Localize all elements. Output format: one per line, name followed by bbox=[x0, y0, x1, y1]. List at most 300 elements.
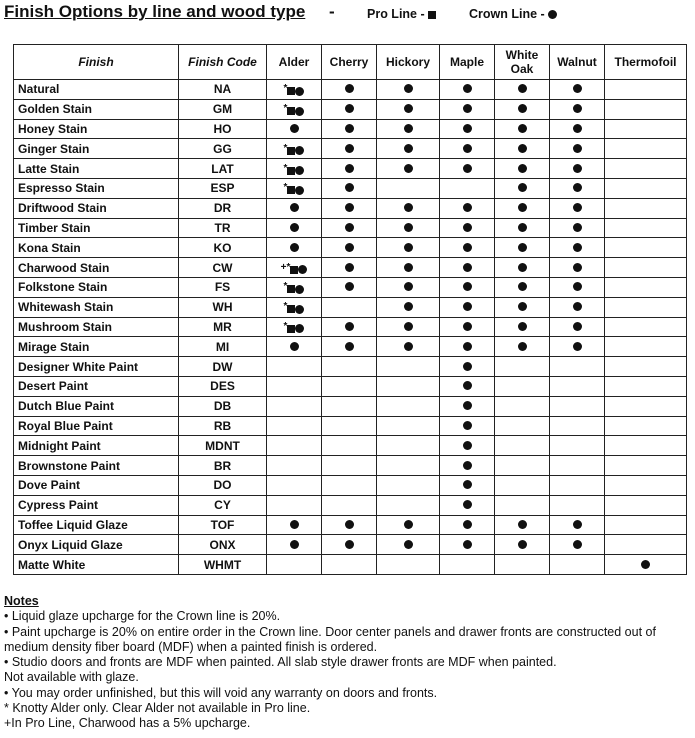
availability-cell bbox=[605, 218, 687, 238]
finish-code-cell: MI bbox=[179, 337, 267, 357]
finish-name-cell: Natural bbox=[14, 80, 179, 100]
availability-mark bbox=[573, 263, 582, 272]
availability-cell bbox=[550, 416, 605, 436]
finish-name-cell: Dove Paint bbox=[14, 475, 179, 495]
crown-line-circle-icon bbox=[573, 540, 582, 549]
availability-cell bbox=[377, 198, 440, 218]
crown-line-circle-icon bbox=[573, 263, 582, 272]
availability-cell bbox=[267, 258, 322, 278]
availability-mark bbox=[283, 103, 305, 116]
availability-mark bbox=[463, 540, 472, 549]
availability-cell bbox=[377, 317, 440, 337]
crown-line-circle-icon bbox=[290, 223, 299, 232]
table-row bbox=[14, 535, 687, 555]
availability-cell bbox=[322, 198, 377, 218]
availability-mark bbox=[290, 540, 299, 549]
availability-mark bbox=[404, 243, 413, 252]
availability-cell bbox=[605, 357, 687, 377]
availability-cell bbox=[605, 238, 687, 258]
availability-mark bbox=[463, 401, 472, 410]
availability-mark bbox=[518, 84, 527, 93]
asterisk-mark: * bbox=[283, 301, 288, 313]
availability-cell bbox=[440, 178, 495, 198]
availability-cell bbox=[322, 238, 377, 258]
availability-cell bbox=[550, 396, 605, 416]
availability-cell bbox=[440, 159, 495, 179]
availability-mark bbox=[463, 500, 472, 509]
availability-mark bbox=[404, 124, 413, 133]
crown-line-circle-icon bbox=[518, 263, 527, 272]
availability-cell bbox=[267, 396, 322, 416]
availability-cell bbox=[550, 357, 605, 377]
availability-cell bbox=[377, 99, 440, 119]
crown-line-circle-icon bbox=[463, 540, 472, 549]
availability-mark bbox=[345, 203, 354, 212]
crown-line-circle-icon bbox=[345, 243, 354, 252]
availability-mark bbox=[463, 243, 472, 252]
availability-cell bbox=[550, 337, 605, 357]
availability-mark bbox=[573, 243, 582, 252]
availability-cell bbox=[440, 337, 495, 357]
crown-line-circle-icon bbox=[518, 520, 527, 529]
availability-cell bbox=[550, 198, 605, 218]
availability-cell bbox=[495, 416, 550, 436]
availability-cell bbox=[605, 396, 687, 416]
column-header: Alder bbox=[267, 45, 322, 80]
crown-line-circle-icon bbox=[290, 124, 299, 133]
availability-cell bbox=[440, 119, 495, 139]
availability-cell bbox=[440, 436, 495, 456]
table-row bbox=[14, 337, 687, 357]
availability-cell bbox=[267, 178, 322, 198]
availability-cell bbox=[605, 99, 687, 119]
pro-line-square-icon bbox=[287, 107, 295, 115]
table-row bbox=[14, 178, 687, 198]
crown-line-circle-icon bbox=[518, 104, 527, 113]
availability-cell bbox=[440, 515, 495, 535]
crown-line-circle-icon bbox=[573, 104, 582, 113]
availability-cell bbox=[322, 475, 377, 495]
availability-mark bbox=[345, 263, 354, 272]
finish-name-cell: Honey Stain bbox=[14, 119, 179, 139]
finish-code-cell: GG bbox=[179, 139, 267, 159]
column-header: Finish bbox=[14, 45, 179, 80]
availability-cell bbox=[550, 475, 605, 495]
crown-line-circle-icon bbox=[404, 84, 413, 93]
crown-line-circle-icon bbox=[404, 342, 413, 351]
pro-line-square-icon bbox=[287, 167, 295, 175]
finish-name-cell: Charwood Stain bbox=[14, 258, 179, 278]
table-row bbox=[14, 317, 687, 337]
asterisk-mark: * bbox=[286, 261, 291, 273]
asterisk-mark: * bbox=[283, 103, 288, 115]
finish-code-cell: NA bbox=[179, 80, 267, 100]
availability-cell bbox=[322, 297, 377, 317]
crown-line-circle-icon bbox=[404, 322, 413, 331]
crown-line-circle-icon bbox=[290, 243, 299, 252]
notes-list bbox=[4, 609, 690, 731]
availability-cell bbox=[605, 475, 687, 495]
availability-cell bbox=[377, 376, 440, 396]
title-dash: - bbox=[329, 2, 335, 21]
finish-name-cell: Folkstone Stain bbox=[14, 277, 179, 297]
availability-mark bbox=[463, 342, 472, 351]
availability-cell bbox=[377, 416, 440, 436]
availability-cell bbox=[322, 119, 377, 139]
availability-mark bbox=[463, 203, 472, 212]
crown-line-circle-icon bbox=[573, 302, 582, 311]
page-title: Finish Options by line and wood type bbox=[4, 2, 306, 21]
asterisk-mark: * bbox=[283, 162, 288, 174]
availability-mark bbox=[404, 84, 413, 93]
crown-line-circle-icon bbox=[518, 183, 527, 192]
availability-cell bbox=[605, 159, 687, 179]
crown-line-circle-icon bbox=[404, 302, 413, 311]
availability-cell bbox=[377, 555, 440, 575]
column-header: Cherry bbox=[322, 45, 377, 80]
note-line: medium density fiber board (MDF) when a painted finish is ordered. bbox=[4, 639, 378, 654]
crown-line-circle-icon bbox=[463, 302, 472, 311]
availability-cell bbox=[440, 376, 495, 396]
availability-mark bbox=[283, 182, 305, 195]
availability-mark bbox=[518, 263, 527, 272]
availability-mark bbox=[573, 144, 582, 153]
availability-cell bbox=[267, 456, 322, 476]
crown-line-circle-icon bbox=[463, 263, 472, 272]
availability-mark bbox=[573, 322, 582, 331]
availability-cell bbox=[322, 535, 377, 555]
availability-cell bbox=[550, 159, 605, 179]
availability-cell bbox=[440, 495, 495, 515]
crown-line-circle-icon bbox=[295, 87, 304, 96]
crown-line-circle-icon bbox=[518, 282, 527, 291]
availability-cell bbox=[550, 317, 605, 337]
availability-cell bbox=[377, 277, 440, 297]
availability-cell bbox=[440, 99, 495, 119]
availability-cell bbox=[550, 238, 605, 258]
crown-line-circle-icon bbox=[641, 560, 650, 569]
availability-cell bbox=[322, 99, 377, 119]
availability-cell bbox=[440, 139, 495, 159]
availability-mark bbox=[404, 520, 413, 529]
availability-cell bbox=[440, 80, 495, 100]
availability-mark bbox=[518, 104, 527, 113]
crown-line-circle-icon bbox=[463, 203, 472, 212]
availability-mark bbox=[573, 104, 582, 113]
availability-mark bbox=[283, 301, 305, 314]
availability-cell bbox=[550, 218, 605, 238]
availability-cell bbox=[267, 416, 322, 436]
availability-mark bbox=[641, 560, 650, 569]
crown-line-circle-icon bbox=[518, 124, 527, 133]
table-row bbox=[14, 495, 687, 515]
availability-cell bbox=[377, 139, 440, 159]
crown-line-circle-icon bbox=[345, 263, 354, 272]
availability-cell bbox=[605, 297, 687, 317]
crown-line-circle-icon bbox=[290, 540, 299, 549]
note-line: * Knotty Alder only. Clear Alder not available in Pro line. bbox=[4, 701, 311, 716]
asterisk-mark: * bbox=[283, 320, 288, 332]
asterisk-mark: * bbox=[283, 142, 288, 154]
availability-cell bbox=[267, 317, 322, 337]
availability-cell bbox=[377, 535, 440, 555]
crown-line-circle-icon bbox=[295, 285, 304, 294]
availability-mark bbox=[404, 203, 413, 212]
availability-mark bbox=[283, 83, 305, 96]
crown-line-circle-icon bbox=[295, 324, 304, 333]
availability-cell bbox=[322, 416, 377, 436]
availability-cell bbox=[495, 456, 550, 476]
pro-line-square-icon bbox=[287, 285, 295, 293]
column-header: Thermofoil bbox=[605, 45, 687, 80]
note-line: • You may order unfinished, but this will void any warranty on doors and fronts. bbox=[4, 685, 438, 700]
availability-mark bbox=[290, 342, 299, 351]
crown-line-circle-icon bbox=[345, 164, 354, 173]
table-row bbox=[14, 218, 687, 238]
availability-mark bbox=[518, 203, 527, 212]
pro-line-square-icon bbox=[287, 305, 295, 313]
crown-line-circle-icon bbox=[573, 124, 582, 133]
availability-cell bbox=[267, 218, 322, 238]
availability-mark bbox=[463, 302, 472, 311]
availability-cell bbox=[267, 238, 322, 258]
availability-mark bbox=[463, 263, 472, 272]
availability-mark bbox=[290, 124, 299, 133]
crown-line-circle-icon bbox=[290, 203, 299, 212]
finish-code-cell: LAT bbox=[179, 159, 267, 179]
availability-cell bbox=[550, 456, 605, 476]
availability-cell bbox=[495, 495, 550, 515]
crown-line-circle-icon bbox=[295, 305, 304, 314]
availability-mark bbox=[518, 540, 527, 549]
finish-code-cell: DR bbox=[179, 198, 267, 218]
table-row bbox=[14, 119, 687, 139]
availability-cell bbox=[605, 535, 687, 555]
availability-mark bbox=[283, 320, 305, 334]
crown-line-circle-icon bbox=[290, 342, 299, 351]
crown-line-circle-icon bbox=[573, 84, 582, 93]
crown-line-circle-icon bbox=[518, 540, 527, 549]
finish-name-cell: Espresso Stain bbox=[14, 178, 179, 198]
availability-cell bbox=[495, 357, 550, 377]
crown-line-circle-icon bbox=[573, 342, 582, 351]
availability-cell bbox=[322, 337, 377, 357]
table-row bbox=[14, 297, 687, 317]
crown-line-circle-icon bbox=[463, 144, 472, 153]
availability-mark bbox=[463, 441, 472, 450]
availability-cell bbox=[267, 277, 322, 297]
finish-code-cell: TR bbox=[179, 218, 267, 238]
availability-mark bbox=[463, 84, 472, 93]
crown-line-circle-icon bbox=[463, 461, 472, 470]
crown-line-circle-icon bbox=[345, 144, 354, 153]
crown-line-circle-icon bbox=[404, 144, 413, 153]
table-row bbox=[14, 396, 687, 416]
availability-cell bbox=[550, 297, 605, 317]
table-row bbox=[14, 416, 687, 436]
availability-cell bbox=[550, 178, 605, 198]
availability-mark bbox=[404, 223, 413, 232]
availability-cell bbox=[550, 555, 605, 575]
availability-cell bbox=[440, 277, 495, 297]
availability-cell bbox=[267, 337, 322, 357]
availability-cell bbox=[550, 139, 605, 159]
crown-line-circle-icon bbox=[518, 342, 527, 351]
availability-mark bbox=[463, 480, 472, 489]
availability-mark bbox=[345, 342, 354, 351]
availability-cell bbox=[377, 436, 440, 456]
availability-cell bbox=[267, 436, 322, 456]
availability-mark bbox=[518, 520, 527, 529]
availability-cell bbox=[495, 178, 550, 198]
availability-cell bbox=[322, 139, 377, 159]
availability-mark bbox=[404, 164, 413, 173]
availability-cell bbox=[322, 456, 377, 476]
availability-mark bbox=[463, 322, 472, 331]
crown-line-circle-icon bbox=[573, 282, 582, 291]
crown-line-circle-icon bbox=[518, 223, 527, 232]
crown-line-circle-icon bbox=[573, 144, 582, 153]
finish-code-cell: KO bbox=[179, 238, 267, 258]
circle-icon bbox=[548, 10, 557, 19]
crown-line-circle-icon bbox=[404, 124, 413, 133]
table-row bbox=[14, 376, 687, 396]
crown-line-circle-icon bbox=[404, 520, 413, 529]
availability-cell bbox=[377, 515, 440, 535]
availability-mark bbox=[404, 342, 413, 351]
note-line: • Paint upcharge is 20% on entire order in the Crown line. Door center panels and drawer fronts are constructed out of bbox=[4, 624, 656, 639]
crown-line-circle-icon bbox=[463, 282, 472, 291]
asterisk-mark: * bbox=[283, 182, 288, 194]
availability-mark bbox=[345, 144, 354, 153]
crown-line-circle-icon bbox=[295, 107, 304, 116]
note-line: Not available with glaze. bbox=[4, 670, 139, 685]
availability-cell bbox=[550, 277, 605, 297]
availability-cell bbox=[267, 80, 322, 100]
availability-cell bbox=[605, 317, 687, 337]
finish-name-cell: Onyx Liquid Glaze bbox=[14, 535, 179, 555]
note-line: +In Pro Line, Charwood has a 5% upcharge. bbox=[4, 716, 251, 731]
availability-cell bbox=[495, 337, 550, 357]
crown-line-circle-icon bbox=[463, 401, 472, 410]
finish-code-cell: MR bbox=[179, 317, 267, 337]
availability-cell bbox=[267, 99, 322, 119]
availability-cell bbox=[267, 535, 322, 555]
availability-cell bbox=[605, 376, 687, 396]
availability-cell bbox=[267, 139, 322, 159]
availability-cell bbox=[267, 495, 322, 515]
availability-cell bbox=[440, 456, 495, 476]
note-line: • Studio doors and fronts are MDF when painted. All slab style drawer fronts are MDF when painted. bbox=[4, 655, 557, 670]
availability-mark bbox=[518, 164, 527, 173]
column-header: Maple bbox=[440, 45, 495, 80]
column-header: Hickory bbox=[377, 45, 440, 80]
finish-code-cell: CY bbox=[179, 495, 267, 515]
finish-name-cell: Whitewash Stain bbox=[14, 297, 179, 317]
availability-cell bbox=[377, 456, 440, 476]
availability-mark bbox=[573, 540, 582, 549]
availability-mark bbox=[345, 540, 354, 549]
availability-cell bbox=[550, 376, 605, 396]
table-row bbox=[14, 456, 687, 476]
crown-line-circle-icon bbox=[573, 322, 582, 331]
availability-mark bbox=[345, 84, 354, 93]
note-line: • Liquid glaze upcharge for the Crown line is 20%. bbox=[4, 609, 281, 624]
pro-line-square-icon bbox=[287, 186, 295, 194]
availability-mark bbox=[573, 203, 582, 212]
asterisk-mark: * bbox=[283, 83, 288, 95]
availability-cell bbox=[377, 495, 440, 515]
availability-cell bbox=[377, 357, 440, 377]
availability-mark bbox=[573, 282, 582, 291]
availability-cell bbox=[495, 475, 550, 495]
availability-cell bbox=[267, 357, 322, 377]
availability-mark bbox=[290, 223, 299, 232]
availability-cell bbox=[322, 396, 377, 416]
availability-mark bbox=[573, 520, 582, 529]
finish-code-cell: DES bbox=[179, 376, 267, 396]
pro-line-legend bbox=[367, 7, 436, 21]
availability-mark bbox=[404, 540, 413, 549]
finish-code-cell: TOF bbox=[179, 515, 267, 535]
availability-mark bbox=[404, 302, 413, 311]
crown-line-circle-icon bbox=[573, 203, 582, 212]
availability-cell bbox=[495, 159, 550, 179]
finish-code-cell: BR bbox=[179, 456, 267, 476]
finish-name-cell: Dutch Blue Paint bbox=[14, 396, 179, 416]
table-body bbox=[14, 80, 687, 575]
availability-cell bbox=[440, 218, 495, 238]
crown-line-circle-icon bbox=[345, 540, 354, 549]
availability-mark bbox=[345, 282, 354, 291]
availability-cell bbox=[495, 198, 550, 218]
availability-mark bbox=[518, 144, 527, 153]
finish-name-cell: Golden Stain bbox=[14, 99, 179, 119]
crown-line-circle-icon bbox=[404, 104, 413, 113]
pro-line-legend-label: Pro Line - bbox=[367, 7, 425, 21]
availability-cell bbox=[322, 436, 377, 456]
finish-code-cell: WHMT bbox=[179, 555, 267, 575]
availability-cell bbox=[440, 555, 495, 575]
availability-mark bbox=[573, 183, 582, 192]
availability-cell bbox=[267, 198, 322, 218]
crown-line-circle-icon bbox=[518, 164, 527, 173]
finish-name-cell: Driftwood Stain bbox=[14, 198, 179, 218]
availability-cell bbox=[322, 80, 377, 100]
crown-line-circle-icon bbox=[463, 124, 472, 133]
finish-code-cell: FS bbox=[179, 277, 267, 297]
crown-line-circle-icon bbox=[345, 84, 354, 93]
availability-cell bbox=[322, 277, 377, 297]
availability-mark bbox=[404, 104, 413, 113]
asterisk-mark: * bbox=[283, 281, 288, 293]
finish-name-cell: Royal Blue Paint bbox=[14, 416, 179, 436]
availability-mark bbox=[463, 362, 472, 371]
table-row bbox=[14, 436, 687, 456]
availability-mark bbox=[573, 223, 582, 232]
availability-mark bbox=[290, 520, 299, 529]
availability-cell bbox=[605, 80, 687, 100]
availability-cell bbox=[495, 277, 550, 297]
crown-line-circle-icon bbox=[518, 84, 527, 93]
availability-cell bbox=[440, 396, 495, 416]
finish-name-cell: Designer White Paint bbox=[14, 357, 179, 377]
availability-mark bbox=[290, 243, 299, 252]
availability-cell bbox=[495, 396, 550, 416]
crown-line-circle-icon bbox=[573, 520, 582, 529]
page-header bbox=[4, 2, 691, 28]
finish-name-cell: Mirage Stain bbox=[14, 337, 179, 357]
